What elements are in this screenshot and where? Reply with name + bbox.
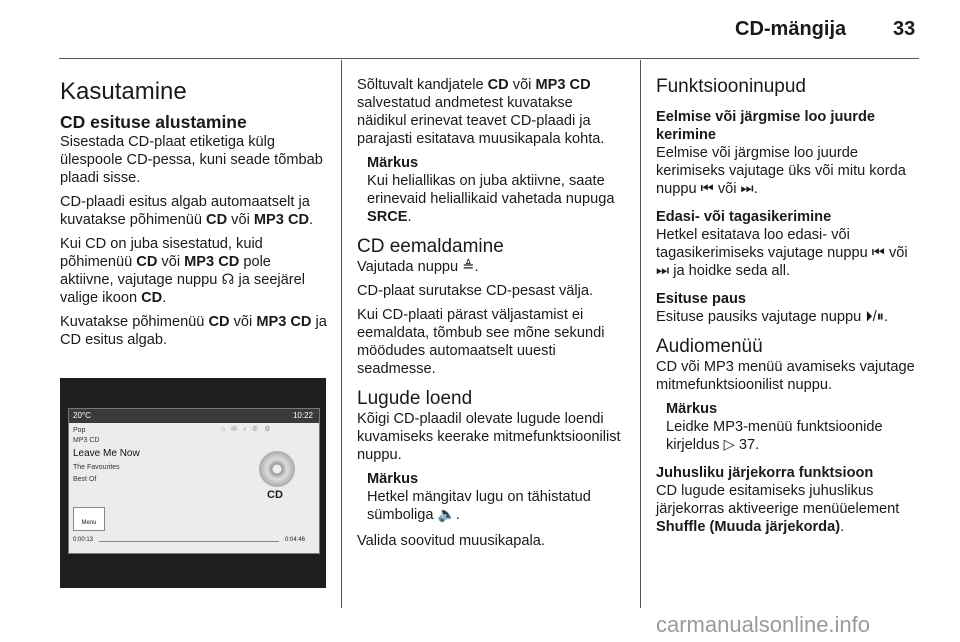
note-title: Märkus <box>367 155 419 171</box>
column-1 <box>60 70 328 355</box>
heading-cd-start: CD esituse alustamine <box>60 112 247 132</box>
album-label: Best Of <box>73 476 97 483</box>
elapsed-time: 0:00:13 <box>73 537 94 543</box>
paragraph-shuffle: CD lugude esitamiseks juhuslikus järjekorras aktiveerige menüüelement Shuffle (Muuda järjekorda). <box>656 483 900 535</box>
genre-label: Pop <box>73 427 86 434</box>
paragraph-track-list: Kõigi CD-plaadil olevate lugude loendi kuvamiseks keerake mitmefunktsioonilist nuppu. <box>357 411 621 463</box>
infotainment-screen <box>68 408 320 554</box>
paragraph-already-inserted: Kui CD on juba sisestatud, kuid põhimenüü CD või MP3 CD pole aktiivne, vajutage nuppu ☊ ja seejärel valige ikoon CD. <box>60 236 306 306</box>
heading-track-list: Lugude loend <box>357 388 473 409</box>
status-bar <box>69 409 319 423</box>
note-mp3-menu <box>666 400 924 454</box>
clock: 10:22 <box>292 411 313 420</box>
column-3 <box>656 76 924 542</box>
column-divider-1 <box>341 60 342 608</box>
eject-icon: ≜ <box>462 259 475 275</box>
page-section-title: CD-mängija <box>735 18 847 40</box>
page-number: 33 <box>893 18 916 40</box>
menu-button[interactable]: Menu <box>73 507 105 531</box>
track-title: Leave Me Now <box>73 448 140 459</box>
note-title: Märkus <box>367 471 419 487</box>
heading-fast-seek: Edasi- või tagasikerimine <box>656 209 832 225</box>
paragraph-pause: Esituse pausiks vajutage nuppu ⏵/⏸. <box>656 309 889 325</box>
column-2 <box>357 76 625 556</box>
heading-kasutamine: Kasutamine <box>60 78 187 105</box>
media-icon: ☊ <box>221 272 235 288</box>
next-icon: ⏭ <box>656 263 670 279</box>
total-time: 0:04:46 <box>285 537 306 543</box>
heading-skip-track: Eelmise või järgmise loo juurde kerimine <box>656 109 875 143</box>
watermark: carmanualsonline.info <box>656 612 871 637</box>
next-icon: ⏭ <box>740 181 754 197</box>
temperature: 20°C <box>73 411 91 420</box>
note-source <box>367 154 625 226</box>
cd-label: CD <box>267 489 283 501</box>
progress-bar <box>99 541 279 542</box>
paragraph-skip-track: Eelmise või järgmise loo juurde kerimiseks vajutage üks või mitu korda nuppu ⏮ või ⏭. <box>656 145 906 197</box>
status-icons: ⌂ ✉ ♪ ✆ ⚙ <box>221 426 273 433</box>
paragraph-auto-play: CD-plaadi esitus algab automaatselt ja kuvatakse põhimenüü CD või MP3 CD. <box>60 194 314 228</box>
cd-screen-figure <box>60 378 326 588</box>
column-divider-2 <box>640 60 641 608</box>
speaker-icon: 🔈 <box>437 507 456 523</box>
paragraph-display-info: Sõltuvalt kandjatele CD või MP3 CD salvestatud andmetest kuvatakse näidikul erinevat teavet CD-plaadi ja parajasti esitatava muusikapala kohta. <box>357 77 605 147</box>
paragraph-select-track: Valida soovitud muusikapala. <box>357 533 545 549</box>
note-current-track <box>367 470 625 524</box>
heading-cd-remove: CD eemaldamine <box>357 236 504 257</box>
heading-shuffle: Juhusliku järjekorra funktsioon <box>656 465 874 481</box>
source-label: MP3 CD <box>73 437 100 444</box>
note-text: Kui heliallikas on juba aktiivne, saate erinevaid heliallikaid vahetada nupuga SRCE. <box>367 173 615 225</box>
paragraph-cd-ejected: CD-plaat surutakse CD-pesast välja. <box>357 283 594 299</box>
previous-icon: ⏮ <box>700 181 714 197</box>
artist-label: The Favourites <box>73 464 120 471</box>
previous-icon: ⏮ <box>871 245 885 261</box>
page-ref-icon: ▷ <box>723 437 735 453</box>
paragraph-auto-reload: Kui CD-plaati pärast väljastamist ei eemaldata, tõmbub see mõne sekundi möödudes automaatselt uuesti seadmesse. <box>357 307 605 377</box>
paragraph-audio-menu: CD või MP3 menüü avamiseks vajutage mitmefunktsioonilist nuppu. <box>656 359 915 393</box>
heading-audio-menu: Audiomenüü <box>656 336 763 357</box>
header-rule <box>59 58 919 59</box>
note-text: Leidke MP3-menüü funktsioonide kirjeldus ▷ 37. <box>666 419 883 453</box>
play-pause-icon: ⏵/⏸ <box>865 309 884 325</box>
note-title: Märkus <box>666 401 718 417</box>
paragraph-fast-seek: Hetkel esitatava loo edasi- või tagasikerimiseks vajutage nuppu ⏮ või ⏭ ja hoidke seda all. <box>656 227 908 279</box>
paragraph-press-eject: Vajutada nuppu ≜. <box>357 259 479 275</box>
note-text: Hetkel mängitav lugu on tähistatud sümboliga 🔈. <box>367 489 591 523</box>
disc-icon <box>259 451 295 487</box>
paragraph-insert-cd: Sisestada CD-plaat etiketiga külg ülespoole CD-pessa, kuni seade tõmbab plaadi sisse. <box>60 134 323 186</box>
heading-pause: Esituse paus <box>656 291 747 307</box>
paragraph-main-menu: Kuvatakse põhimenüü CD või MP3 CD ja CD esitus algab. <box>60 314 327 348</box>
heading-function-buttons: Funktsiooninupud <box>656 76 806 97</box>
